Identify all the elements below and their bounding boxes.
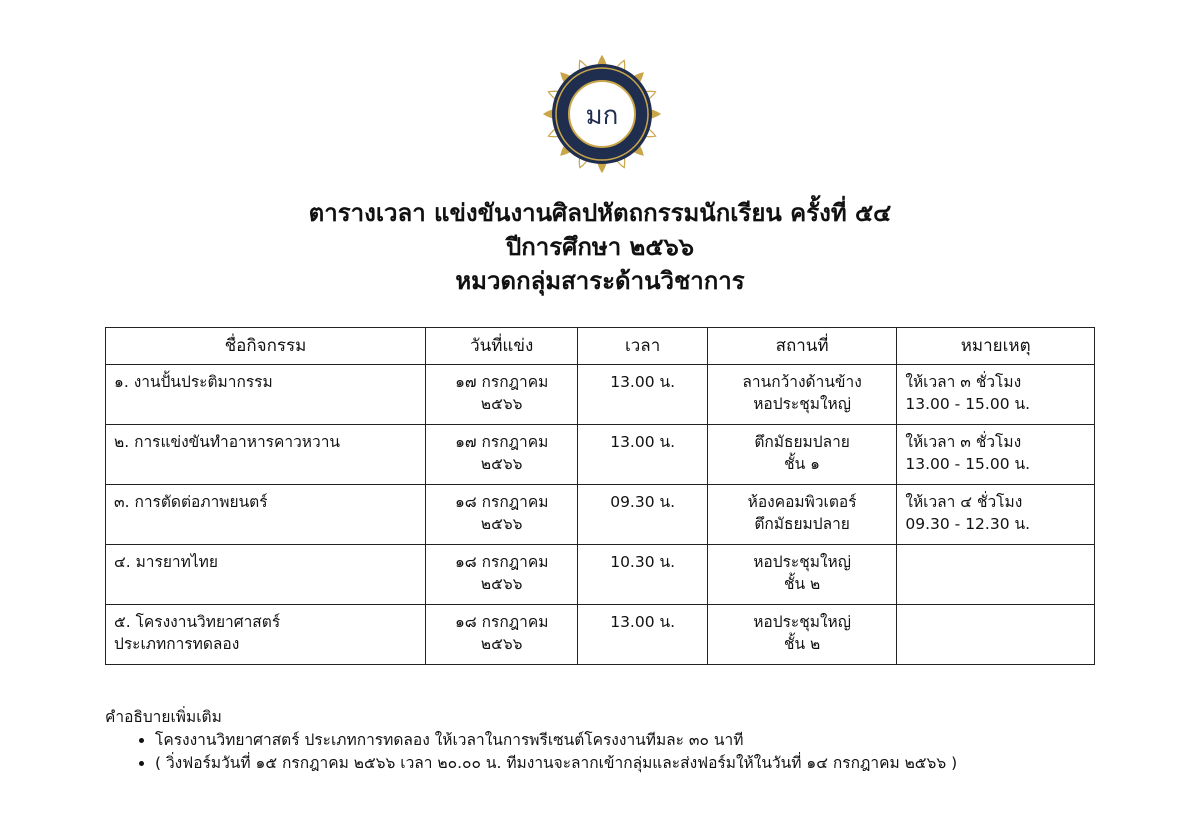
note-item: • ( วิ่งฟอร์มวันที่ ๑๕ กรกฎาคม ๒๕๖๖ เวลา ๒๐.๐๐ น. ทีมงานจะลากเข้ากลุ่มและส่งฟอร์มให้ในวันที่ ๑๔ กรกฎาคม ๒๕๖๖ ) <box>155 752 1105 775</box>
school-seal-logo <box>532 44 672 184</box>
header-activity: ชื่อกิจกรรม <box>106 328 426 365</box>
note-cell: ให้เวลา ๔ ชั่วโมง 09.30 - 12.30 น. <box>897 485 1095 545</box>
date-cell: ๑๘ กรกฎาคม ๒๕๖๖ <box>425 545 577 605</box>
academic-year: ปีการศึกษา ๒๕๖๖ <box>505 233 694 261</box>
time-cell: 09.30 น. <box>578 485 707 545</box>
place-cell: หอประชุมใหญ่ ชั้น ๒ <box>707 605 897 665</box>
seal-letters: มก <box>585 101 619 131</box>
page-title: ตารางเวลา แข่งขันงานศิลปหัตถกรรมนักเรียน ครั้งที่ ๕๔ <box>308 199 892 227</box>
time-cell: 13.00 น. <box>578 605 707 665</box>
place-cell: ลานกว้างด้านข้าง หอประชุมใหญ่ <box>707 365 897 425</box>
place-cell: หอประชุมใหญ่ ชั้น ๒ <box>707 545 897 605</box>
activity-cell: ๓. การตัดต่อภาพยนตร์ <box>106 485 426 545</box>
schedule-table <box>105 327 1095 665</box>
additional-notes <box>105 706 1105 775</box>
table-header-row <box>106 328 1095 365</box>
activity-cell: ๔. มารยาทไทย <box>106 545 426 605</box>
date-cell: ๑๘ กรกฎาคม ๒๕๖๖ <box>425 605 577 665</box>
time-cell: 10.30 น. <box>578 545 707 605</box>
place-cell: ตึกมัธยมปลาย ชั้น ๑ <box>707 425 897 485</box>
date-cell: ๑๗ กรกฎาคม ๒๕๖๖ <box>425 425 577 485</box>
notes-list <box>105 729 1105 775</box>
table-row <box>106 545 1095 605</box>
table-row <box>106 605 1095 665</box>
time-cell: 13.00 น. <box>578 425 707 485</box>
note-cell: ให้เวลา ๓ ชั่วโมง 13.00 - 15.00 น. <box>897 365 1095 425</box>
activity-cell: ๒. การแข่งขันทำอาหารคาวหวาน <box>106 425 426 485</box>
table-row <box>106 365 1095 425</box>
date-cell: ๑๗ กรกฎาคม ๒๕๖๖ <box>425 365 577 425</box>
title-block <box>0 196 1200 298</box>
header-note: หมายเหตุ <box>897 328 1095 365</box>
activity-cell: ๑. งานปั้นประติมากรรม <box>106 365 426 425</box>
place-cell: ห้องคอมพิวเตอร์ ตึกมัธยมปลาย <box>707 485 897 545</box>
note-cell <box>897 605 1095 665</box>
note-item: • โครงงานวิทยาศาสตร์ ประเภทการทดลอง ให้เวลาในการพรีเซนต์โครงงานทีมละ ๓๐ นาที <box>155 729 1105 752</box>
notes-heading: คำอธิบายเพิ่มเติม <box>105 708 222 726</box>
table-row <box>106 425 1095 485</box>
date-cell: ๑๘ กรกฎาคม ๒๕๖๖ <box>425 485 577 545</box>
note-cell <box>897 545 1095 605</box>
header-time: เวลา <box>578 328 707 365</box>
time-cell: 13.00 น. <box>578 365 707 425</box>
category-title: หมวดกลุ่มสาระด้านวิชาการ <box>455 267 745 295</box>
activity-cell: ๕. โครงงานวิทยาศาสตร์ ประเภทการทดลอง <box>106 605 426 665</box>
header-date: วันที่แข่ง <box>425 328 577 365</box>
header-place: สถานที่ <box>707 328 897 365</box>
note-cell: ให้เวลา ๓ ชั่วโมง 13.00 - 15.00 น. <box>897 425 1095 485</box>
table-row <box>106 485 1095 545</box>
